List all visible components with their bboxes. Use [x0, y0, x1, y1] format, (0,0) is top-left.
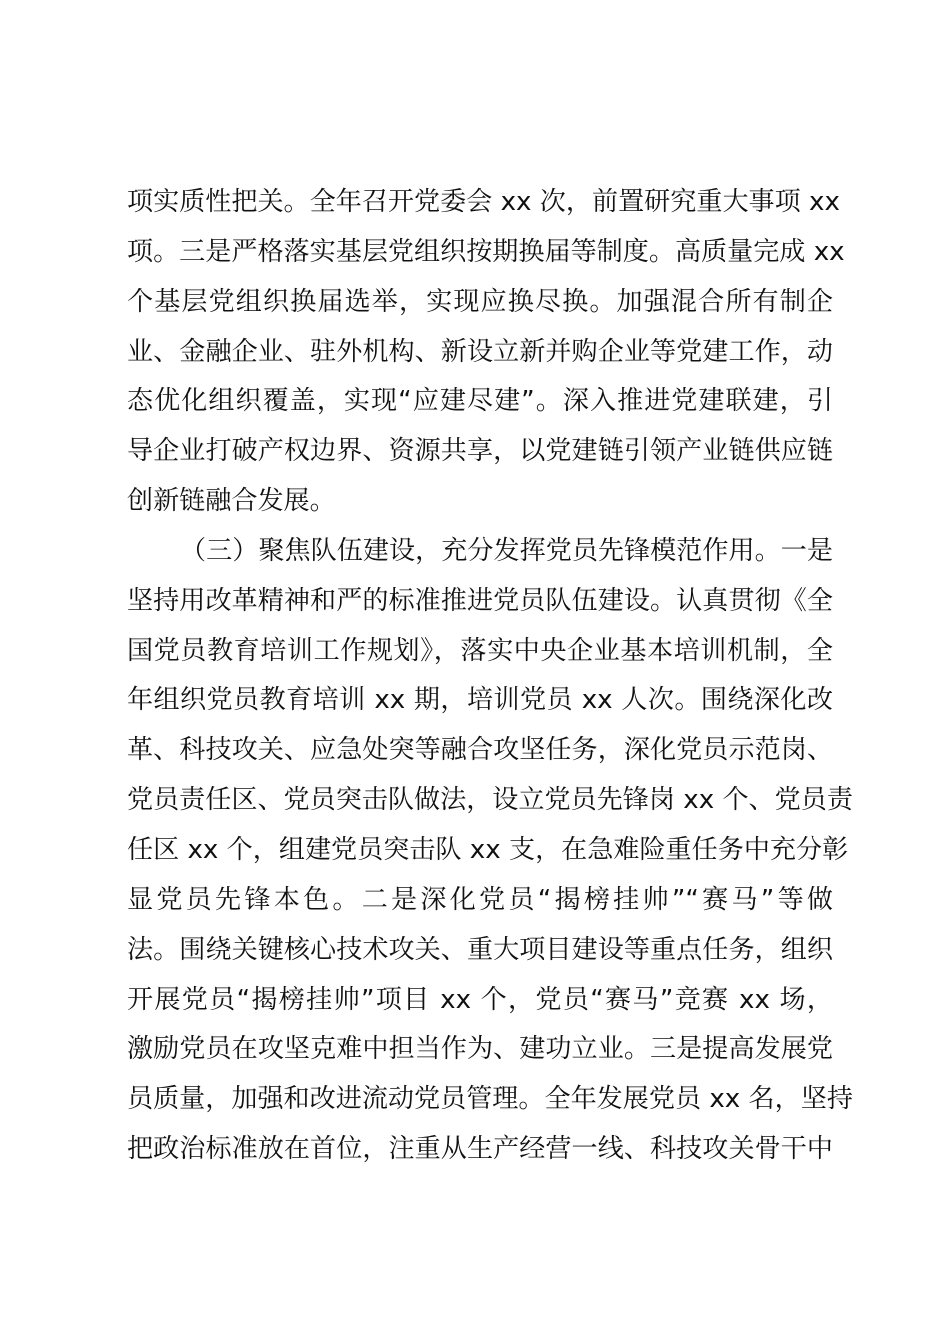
text-line: 年组织党员教育培训 xx 期，培训党员 xx 人次。围绕深化改 — [127, 685, 833, 716]
text-line: 坚持用改革精神和严的标准推进党员队伍建设。认真贯彻《全 — [127, 585, 833, 616]
text-line: 项实质性把关。全年召开党委会 xx 次，前置研究重大事项 xx — [127, 187, 840, 217]
section-heading-line: （三）聚焦队伍建设，充分发挥党员先锋模范作用。一是 — [180, 535, 833, 566]
text-line: 导企业打破产权边界、资源共享，以党建链引领产业链供应链 — [127, 436, 833, 467]
text-line: 创新链融合发展。 — [127, 486, 336, 517]
text-line: 党员责任区、党员突击队做法，设立党员先锋岗 xx 个、党员责 — [127, 785, 853, 816]
text-line: 任区 xx 个，组建党员突击队 xx 支，在急难险重任务中充分彰 — [127, 834, 849, 865]
text-line: 员质量，加强和改进流动党员管理。全年发展党员 xx 名，坚持 — [127, 1084, 853, 1115]
text-line: 开展党员“揭榜挂帅”项目 xx 个，党员“赛马”竞赛 xx 场， — [127, 984, 833, 1015]
paragraph-section-3 — [127, 527, 853, 1175]
paragraph-continued — [127, 178, 845, 527]
text-line: 法。围绕关键核心技术攻关、重大项目建设等重点任务，组织 — [127, 934, 833, 965]
text-line: 革、科技攻关、应急处突等融合攻坚任务，深化党员示范岗、 — [127, 735, 833, 766]
text-line: 个基层党组织换届选举，实现应换尽换。加强混合所有制企 — [127, 286, 833, 317]
text-line: 项。三是严格落实基层党组织按期换届等制度。高质量完成 xx — [127, 236, 845, 267]
text-line: 态优化组织覆盖，实现“应建尽建”。深入推进党建联建，引 — [127, 386, 833, 417]
document-page — [127, 178, 853, 1175]
text-line: 显党员先锋本色。二是深化党员“揭榜挂帅”“赛马”等做 — [127, 884, 833, 915]
text-line: 把政治标准放在首位，注重从生产经营一线、科技攻关骨干中 — [127, 1134, 833, 1165]
text-line: 业、金融企业、驻外机构、新设立新并购企业等党建工作，动 — [127, 336, 833, 367]
text-line: 激励党员在攻坚克难中担当作为、建功立业。三是提高发展党 — [127, 1034, 833, 1065]
text-line: 国党员教育培训工作规划》，落实中央企业基本培训机制，全 — [127, 635, 833, 666]
